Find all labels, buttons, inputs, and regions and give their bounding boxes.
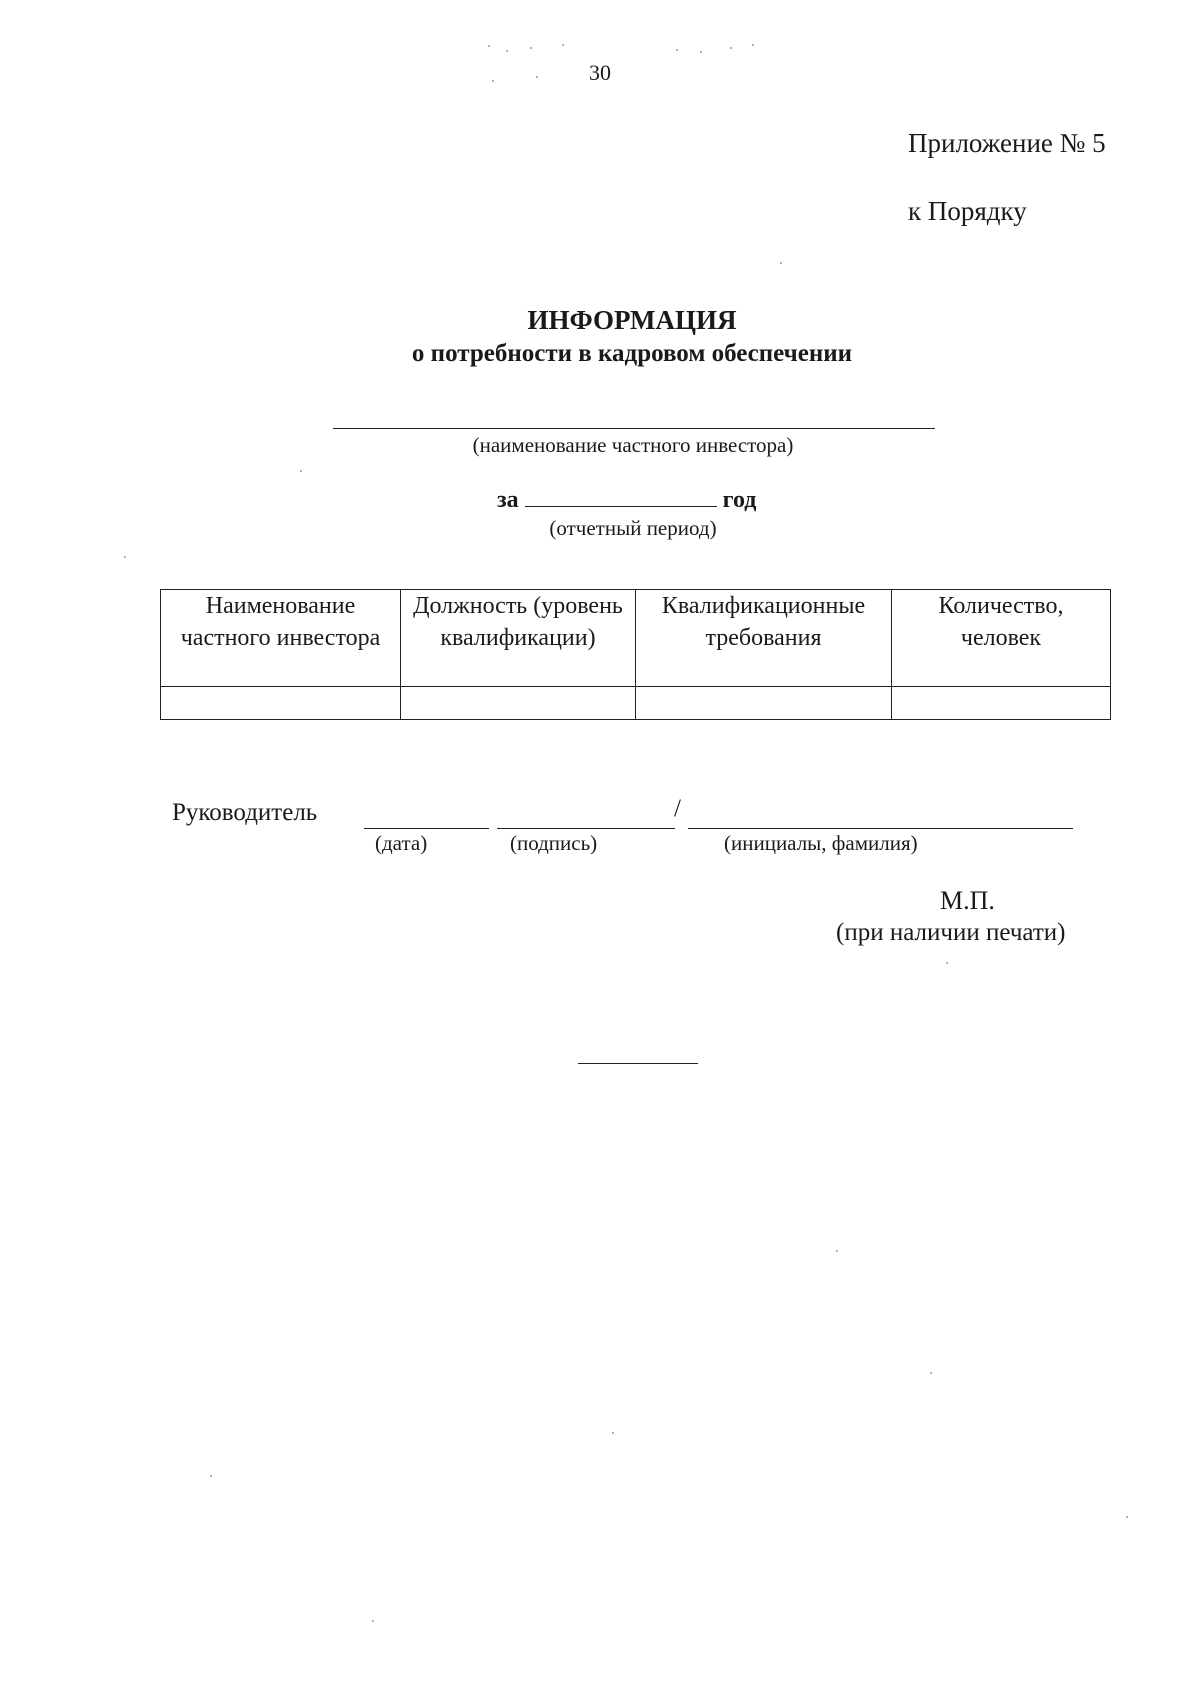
date-line <box>364 828 489 829</box>
table-cell <box>892 687 1111 720</box>
document-subtitle: о потребности в кадровом обеспечении <box>411 340 853 367</box>
table-cell <box>161 687 401 720</box>
table-cell <box>401 687 636 720</box>
appendix-title: Приложение № 5 <box>908 128 1106 158</box>
page-number: 30 <box>589 60 611 85</box>
signature-caption: (подпись) <box>510 831 598 855</box>
end-rule <box>578 1063 698 1064</box>
period-caption: (отчетный период) <box>549 516 717 540</box>
column-header: Количество, человек <box>892 590 1111 687</box>
column-header: Должность (уровень квалификации) <box>401 590 636 687</box>
name-line <box>688 828 1073 829</box>
document-title: ИНФОРМАЦИЯ <box>527 305 737 335</box>
seal-note: (при наличии печати) <box>836 919 1066 946</box>
table-header-row <box>161 590 1111 687</box>
table-row <box>161 687 1111 720</box>
column-header: Квалификационные требования <box>636 590 892 687</box>
head-label: Руководитель <box>172 799 318 826</box>
investor-name-caption: (наименование частного инвестора) <box>472 433 794 457</box>
name-caption: (инициалы, фамилия) <box>724 831 918 855</box>
appendix-reference: к Порядку <box>908 196 1027 226</box>
period-prefix: за <box>497 487 519 513</box>
date-caption: (дата) <box>375 831 428 855</box>
reporting-period-row <box>497 484 756 514</box>
signature-slash: / <box>674 795 681 822</box>
period-blank-line <box>525 484 717 507</box>
period-suffix: год <box>722 487 757 513</box>
column-header: Наименование частного инвестора <box>161 590 401 687</box>
table-cell <box>636 687 892 720</box>
signature-line <box>497 828 675 829</box>
staffing-needs-table <box>160 589 1111 720</box>
seal-label: М.П. <box>940 886 995 915</box>
investor-name-line <box>333 428 935 429</box>
